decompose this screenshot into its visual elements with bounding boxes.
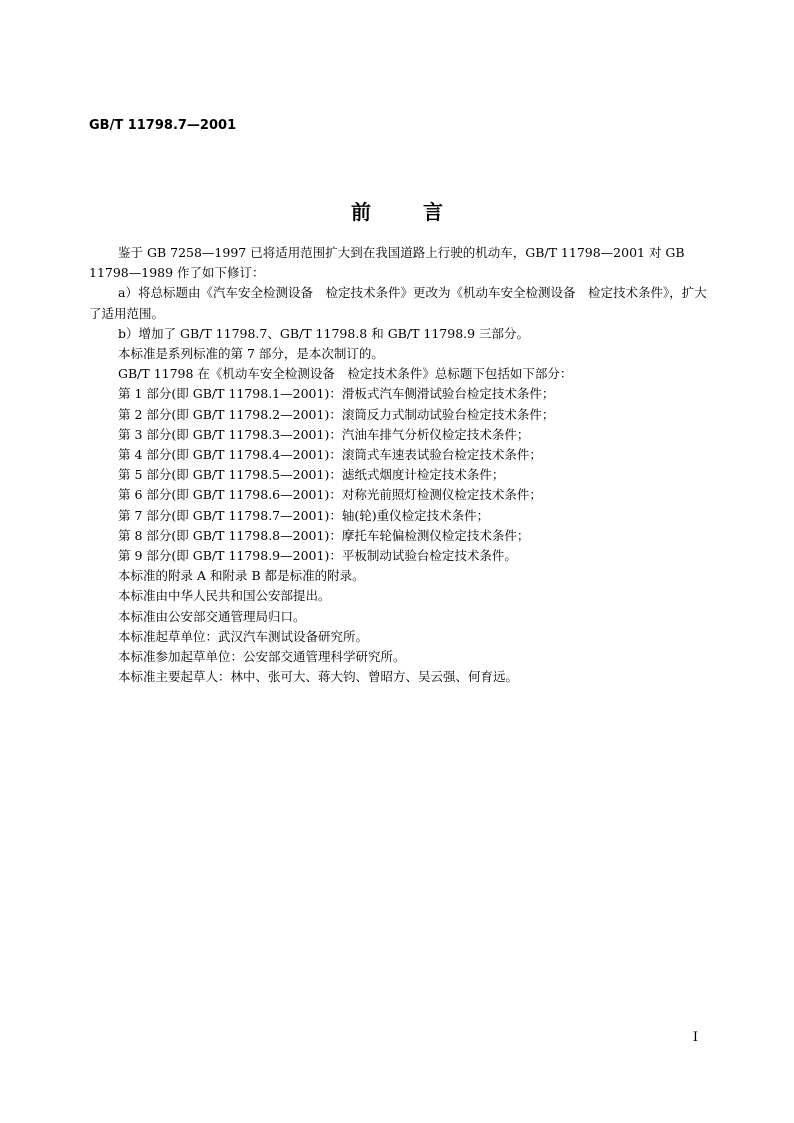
list-item-part-8: 第 8 部分(即 GB/T 11798.8—2001)：摩托车轮偏检测仪检定技术条件； [118, 527, 530, 543]
list-item-part-4: 第 4 部分(即 GB/T 11798.4—2001)：滚筒式车速表试验台检定技术条件； [118, 447, 542, 463]
paragraph-participating-unit: 本标准参加起草单位：公安部交通管理科学研究所。 [118, 649, 406, 665]
page-number: I [692, 1030, 698, 1045]
paragraph-drafting-unit: 本标准起草单位：武汉汽车测试设备研究所。 [118, 628, 369, 644]
paragraph-revision-intro: 鉴于 GB 7258—1997 已将适用范围扩大到在我国道路上行驶的机动车，GB/T 11798—2001 对 GB 11798—1989 作了如下修订： [89, 245, 685, 281]
paragraph-drafters: 本标准主要起草人：林中、张可大、蒋大钧、曾昭方、吴云强、何育远。 [118, 669, 519, 685]
paragraph-administrator: 本标准由公安部交通管理局归口。 [118, 608, 306, 624]
page-title-left: 前 [351, 200, 371, 224]
list-item-part-9: 第 9 部分(即 GB/T 11798.9—2001)：平板制动试验台检定技术条件。 [118, 548, 517, 564]
paragraph-parts-intro: GB/T 11798 在《机动车安全检测设备 检定技术条件》总标题下包括如下部分： [118, 366, 573, 382]
list-item-part-5: 第 5 部分(即 GB/T 11798.5—2001)：滤纸式烟度计检定技术条件； [118, 467, 505, 483]
list-item-part-3: 第 3 部分(即 GB/T 11798.3—2001)：汽油车排气分析仪检定技术条件； [118, 426, 530, 442]
list-item-part-1: 第 1 部分(即 GB/T 11798.1—2001)：滑板式汽车侧滑试验台检定技术条件； [118, 386, 555, 402]
foreword-body [89, 243, 707, 687]
paragraph-proposer: 本标准由中华人民共和国公安部提出。 [118, 588, 331, 604]
standard-number-header: GB/T 11798.7—2001 [89, 118, 237, 133]
paragraph-revision-b: b）增加了 GB/T 11798.7、GB/T 11798.8 和 GB/T 11798.9 三部分。 [118, 325, 530, 341]
list-item-part-7: 第 7 部分(即 GB/T 11798.7—2001)：轴(轮)重仪检定技术条件； [118, 507, 490, 523]
page-title-right: 言 [423, 200, 443, 224]
list-item-part-6: 第 6 部分(即 GB/T 11798.6—2001)：对称光前照灯检测仪检定技术条件； [118, 487, 542, 503]
paragraph-appendix-note: 本标准的附录 A 和附录 B 都是标准的附录。 [118, 568, 365, 584]
paragraph-revision-a: a）将总标题由《汽车安全检测设备 检定技术条件》更改为《机动车安全检测设备 检定技术条件》，扩大了适用范围。 [89, 285, 707, 321]
list-item-part-2: 第 2 部分(即 GB/T 11798.2—2001)：滚筒反力式制动试验台检定技术条件； [118, 406, 555, 422]
page-title [0, 196, 794, 225]
paragraph-series-note: 本标准是系列标准的第 7 部分，是本次制订的。 [118, 346, 384, 362]
